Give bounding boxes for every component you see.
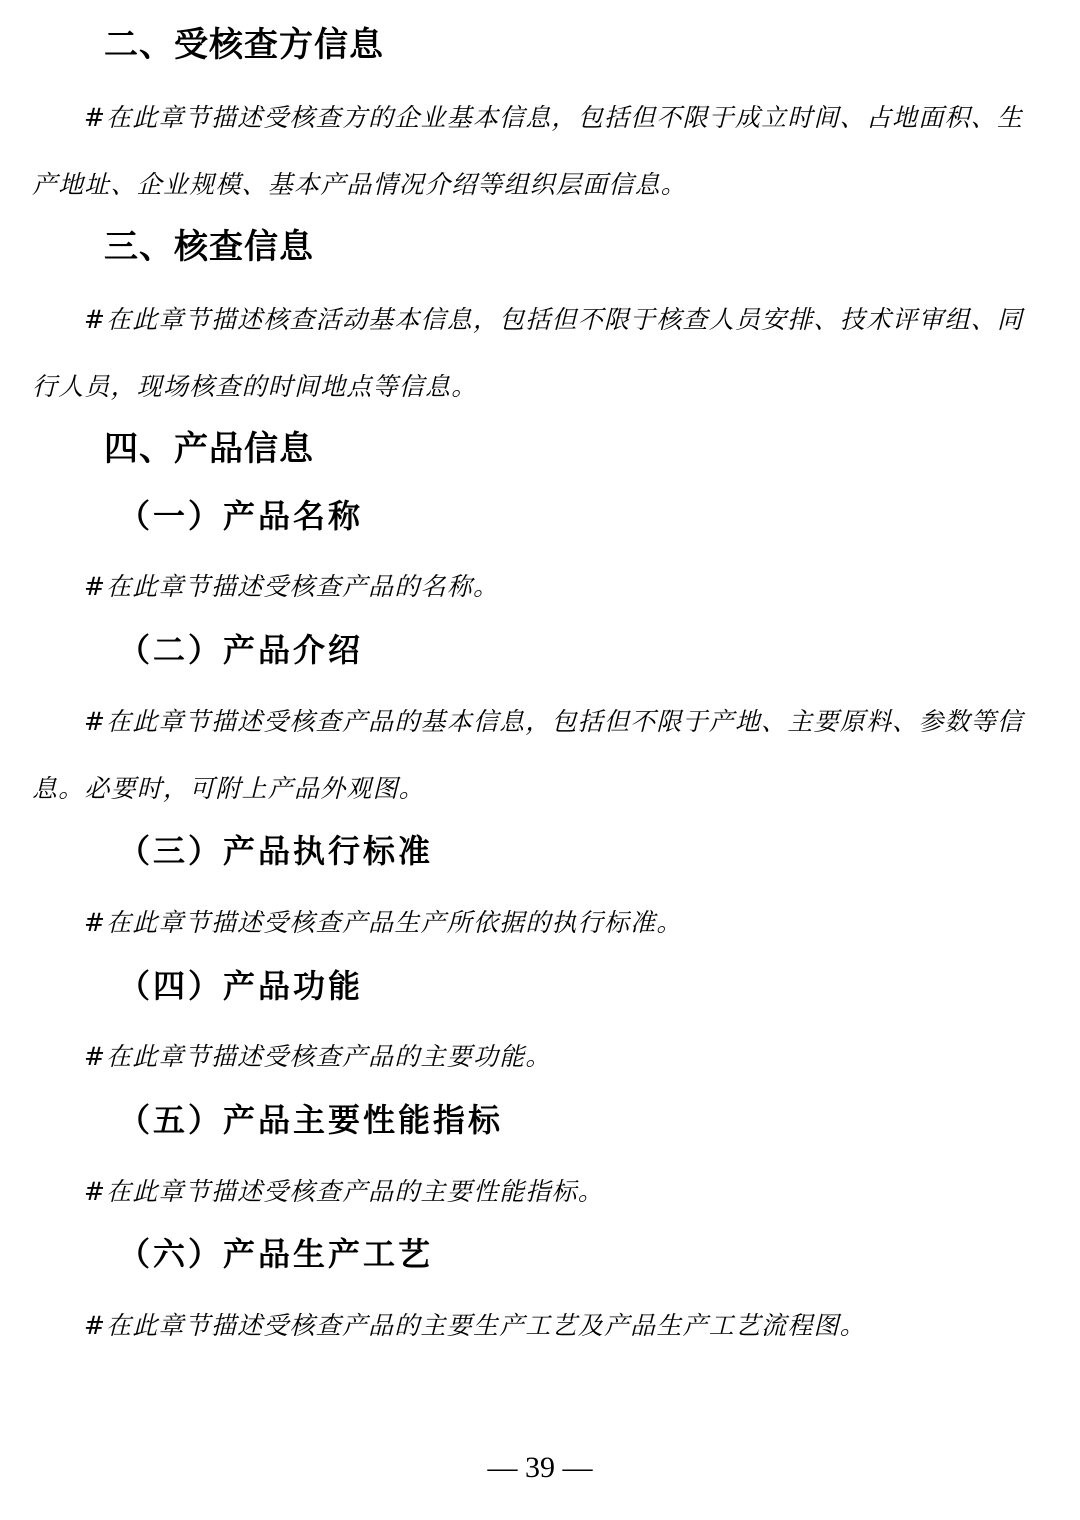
subsection-heading-product-function: （四）产品功能 — [118, 967, 364, 1005]
subsection-body-production-process: #在此章节描述受核查产品的主要生产工艺及产品生产工艺流程图。 — [84, 1311, 866, 1340]
subsection-heading-product-intro: （二）产品介绍 — [118, 631, 364, 669]
section-heading-product-info: 四、产品信息 — [104, 429, 314, 469]
page-number: — 39 — — [487, 1451, 593, 1484]
subsection-body-product-standard: #在此章节描述受核查产品生产所依据的执行标准。 — [84, 908, 683, 937]
subsection-heading-product-name: （一）产品名称 — [118, 497, 364, 535]
subsection-heading-production-process: （六）产品生产工艺 — [118, 1235, 434, 1273]
section-body-inspection-info: #在此章节描述核查活动基本信息，包括但不限于核查人员安排、技术评审组、同行人员，现场核查的时间地点等信息。 — [32, 305, 1024, 401]
subsection-heading-product-performance: （五）产品主要性能指标 — [118, 1101, 504, 1139]
subsection-heading-product-standard: （三）产品执行标准 — [118, 832, 434, 870]
subsection-body-product-intro: #在此章节描述受核查产品的基本信息，包括但不限于产地、主要原料、参数等信息。必要时，可附上产品外观图。 — [32, 707, 1024, 803]
subsection-body-product-performance: #在此章节描述受核查产品的主要性能指标。 — [84, 1177, 604, 1206]
section-heading-inspected-party: 二、受核查方信息 — [104, 25, 384, 65]
subsection-body-product-name: #在此章节描述受核查产品的名称。 — [84, 572, 500, 601]
subsection-body-product-function: #在此章节描述受核查产品的主要功能。 — [84, 1042, 552, 1071]
section-heading-inspection-info: 三、核查信息 — [104, 227, 314, 267]
section-body-inspected-party: #在此章节描述受核查方的企业基本信息，包括但不限于成立时间、占地面积、生产地址、企业规模、基本产品情况介绍等组织层面信息。 — [32, 103, 1024, 199]
